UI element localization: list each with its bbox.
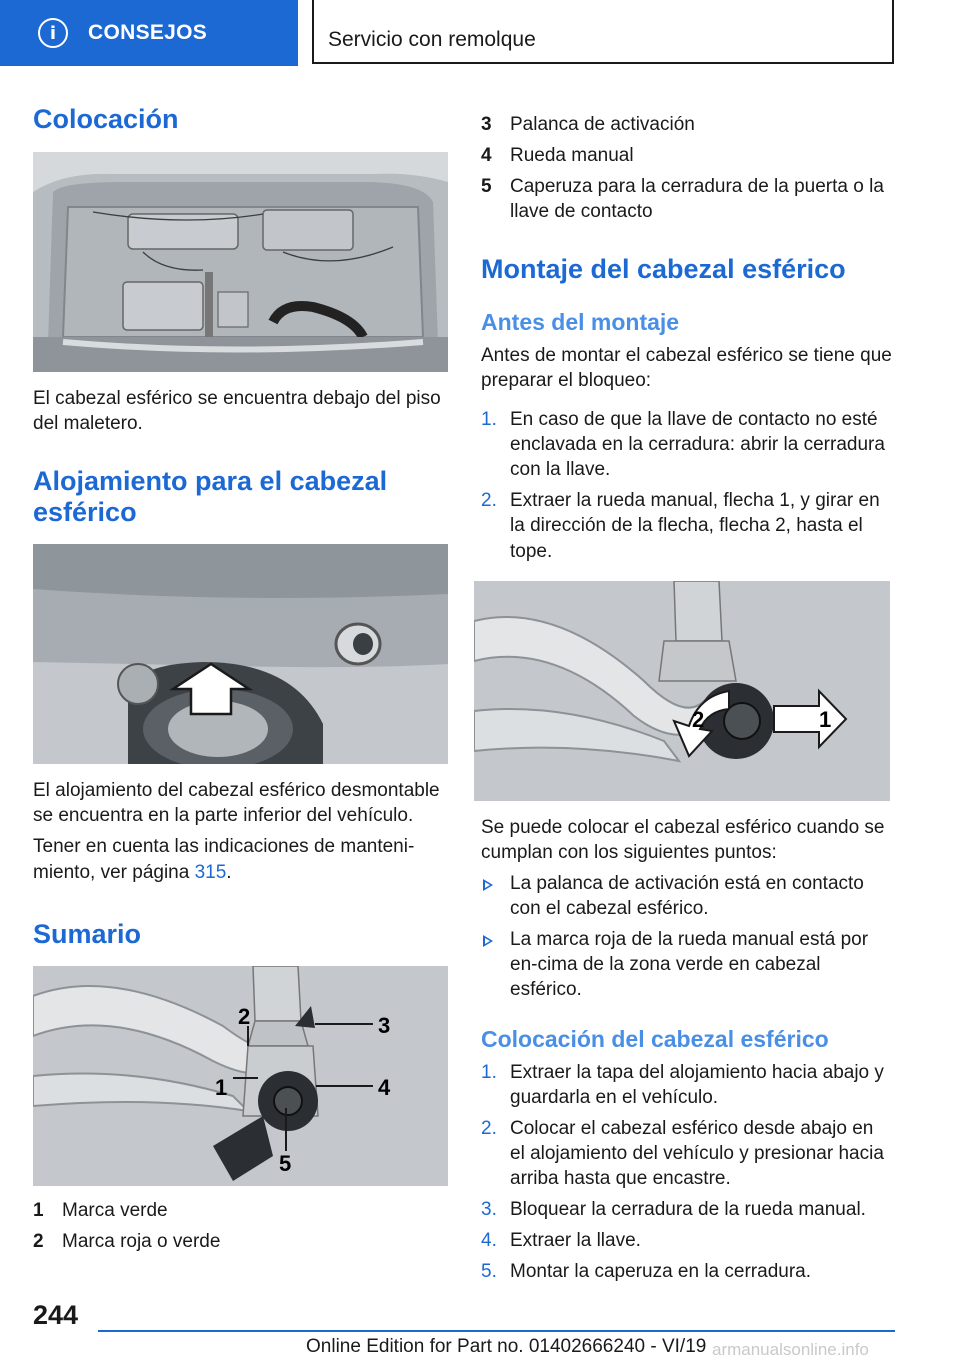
list-item <box>481 488 893 563</box>
para-alojamiento-2-end: . <box>226 861 232 883</box>
step-text: Bloquear la cerradura de la rueda manual. <box>510 1199 866 1221</box>
legend-text: Rueda manual <box>510 145 634 167</box>
para-alojamiento-2-text: Tener en cuenta las indicaciones de manteni‐miento, ver página <box>33 836 415 883</box>
legend-text: Marca verde <box>62 1199 168 1221</box>
info-icon: i <box>38 18 68 48</box>
step-text: Extraer la rueda manual, flecha 1, y girar en la dirección de la flecha, flecha 2, hasta el tope. <box>510 490 880 562</box>
step-num: 2. <box>481 490 497 512</box>
list-item <box>481 1116 893 1191</box>
figure-sumario <box>33 966 448 1186</box>
heading-colocacion: Colocación <box>33 104 179 134</box>
list-item <box>481 1060 893 1110</box>
chapter-header <box>312 0 894 64</box>
bullet-triangle-icon <box>483 879 493 891</box>
step-num: 3. <box>481 1199 497 1221</box>
list-item <box>481 143 893 168</box>
list-item <box>481 1259 893 1284</box>
step-text: Extraer la llave. <box>510 1230 641 1252</box>
page-number: 244 <box>33 1300 79 1330</box>
callout-1: 1 <box>215 1074 228 1100</box>
heading-antes: Antes del montaje <box>481 309 680 336</box>
step-num: 5. <box>481 1261 497 1283</box>
step-text: Montar la caperuza en la cerradura. <box>510 1261 811 1283</box>
step-num: 4. <box>481 1230 497 1252</box>
callout-5: 5 <box>279 1150 292 1176</box>
step-text: Colocar el cabezal esférico desde abajo en el alojamiento del vehículo y presionar hacia arriba hasta que encastre. <box>510 1117 884 1190</box>
bullet-text: La palanca de activación está en contacto con el cabezal esférico. <box>510 872 864 919</box>
list-item <box>481 174 893 224</box>
callout-2: 2 <box>238 1003 251 1029</box>
steps-antes <box>481 407 893 563</box>
bullet-list <box>481 871 893 1002</box>
para-alojamiento-2 <box>33 834 448 884</box>
step-num: 1. <box>481 1061 497 1083</box>
section-tab[interactable] <box>0 0 298 66</box>
edition-text: Online Edition for Part no. 01402666240 - VI/19 <box>306 1336 707 1357</box>
list-item <box>481 927 893 1002</box>
heading-alojamiento: Alojamiento para el cabezal esférico <box>33 466 388 528</box>
list-item <box>481 871 893 921</box>
list-item <box>481 1197 893 1222</box>
list-item <box>481 407 893 482</box>
list-item <box>481 112 893 137</box>
callout-4: 4 <box>378 1074 391 1100</box>
legend-text: Caperuza para la cerradura de la puerta o la llave de contacto <box>510 176 884 223</box>
chapter-title: Servicio con remolque <box>328 28 536 51</box>
figure-montaje <box>474 581 890 801</box>
legend-text: Marca roja o verde <box>62 1230 221 1252</box>
para-cuando: Se puede colocar el cabezal esférico cuando se cumplan con los siguientes puntos: <box>481 816 885 863</box>
para-alojamiento-1: El alojamiento del cabezal esférico desmontable se encuentra en la parte inferior del vehículo. <box>33 780 440 827</box>
legend-num: 1 <box>33 1199 44 1221</box>
left-column <box>33 100 448 1254</box>
legend-num: 4 <box>481 145 492 167</box>
heading-sumario: Sumario <box>33 918 142 949</box>
list-item <box>33 1198 448 1223</box>
right-column <box>481 100 893 1284</box>
figure-bumper <box>33 544 448 764</box>
footer-divider <box>98 1330 895 1332</box>
para-colocacion: El cabezal esférico se encuentra debajo del piso del maletero. <box>33 388 441 435</box>
section-label: CONSEJOS <box>88 21 208 44</box>
legend-text: Palanca de activación <box>510 114 695 135</box>
step-num: 2. <box>481 1117 497 1139</box>
figure-trunk <box>33 152 448 372</box>
heading-coloc-cabezal: Colocación del cabezal esférico <box>481 1026 829 1053</box>
step-text: Extraer la tapa del alojamiento hacia abajo y guardarla en el vehículo. <box>510 1061 884 1108</box>
bullet-triangle-icon <box>483 935 493 947</box>
bullet-text: La marca roja de la rueda manual está por en‐cima de la zona verde en cabezal esférico. <box>510 928 869 1001</box>
step-text: En caso de que la llave de contacto no esté enclavada en la cerradura: abrir la cerradura con la llave. <box>510 409 885 481</box>
callout-3: 3 <box>378 1012 391 1038</box>
watermark: armanualsonline.info <box>712 1340 869 1359</box>
montaje-callout-1: 1 <box>819 706 832 732</box>
legend-num: 5 <box>481 176 492 198</box>
legend-list-left <box>33 1198 448 1254</box>
page-link-315[interactable]: 315 <box>194 861 227 883</box>
legend-list-right <box>481 112 893 224</box>
list-item <box>481 1228 893 1253</box>
para-antes: Antes de montar el cabezal esférico se tiene que preparar el bloqueo: <box>481 344 892 392</box>
list-item <box>33 1229 448 1254</box>
step-num: 1. <box>481 409 497 431</box>
montaje-callout-2: 2 <box>692 706 705 732</box>
legend-num: 3 <box>481 114 492 135</box>
legend-num: 2 <box>33 1230 44 1252</box>
steps-colocacion <box>481 1060 893 1285</box>
heading-montaje: Montaje del cabezal esférico <box>481 254 846 285</box>
